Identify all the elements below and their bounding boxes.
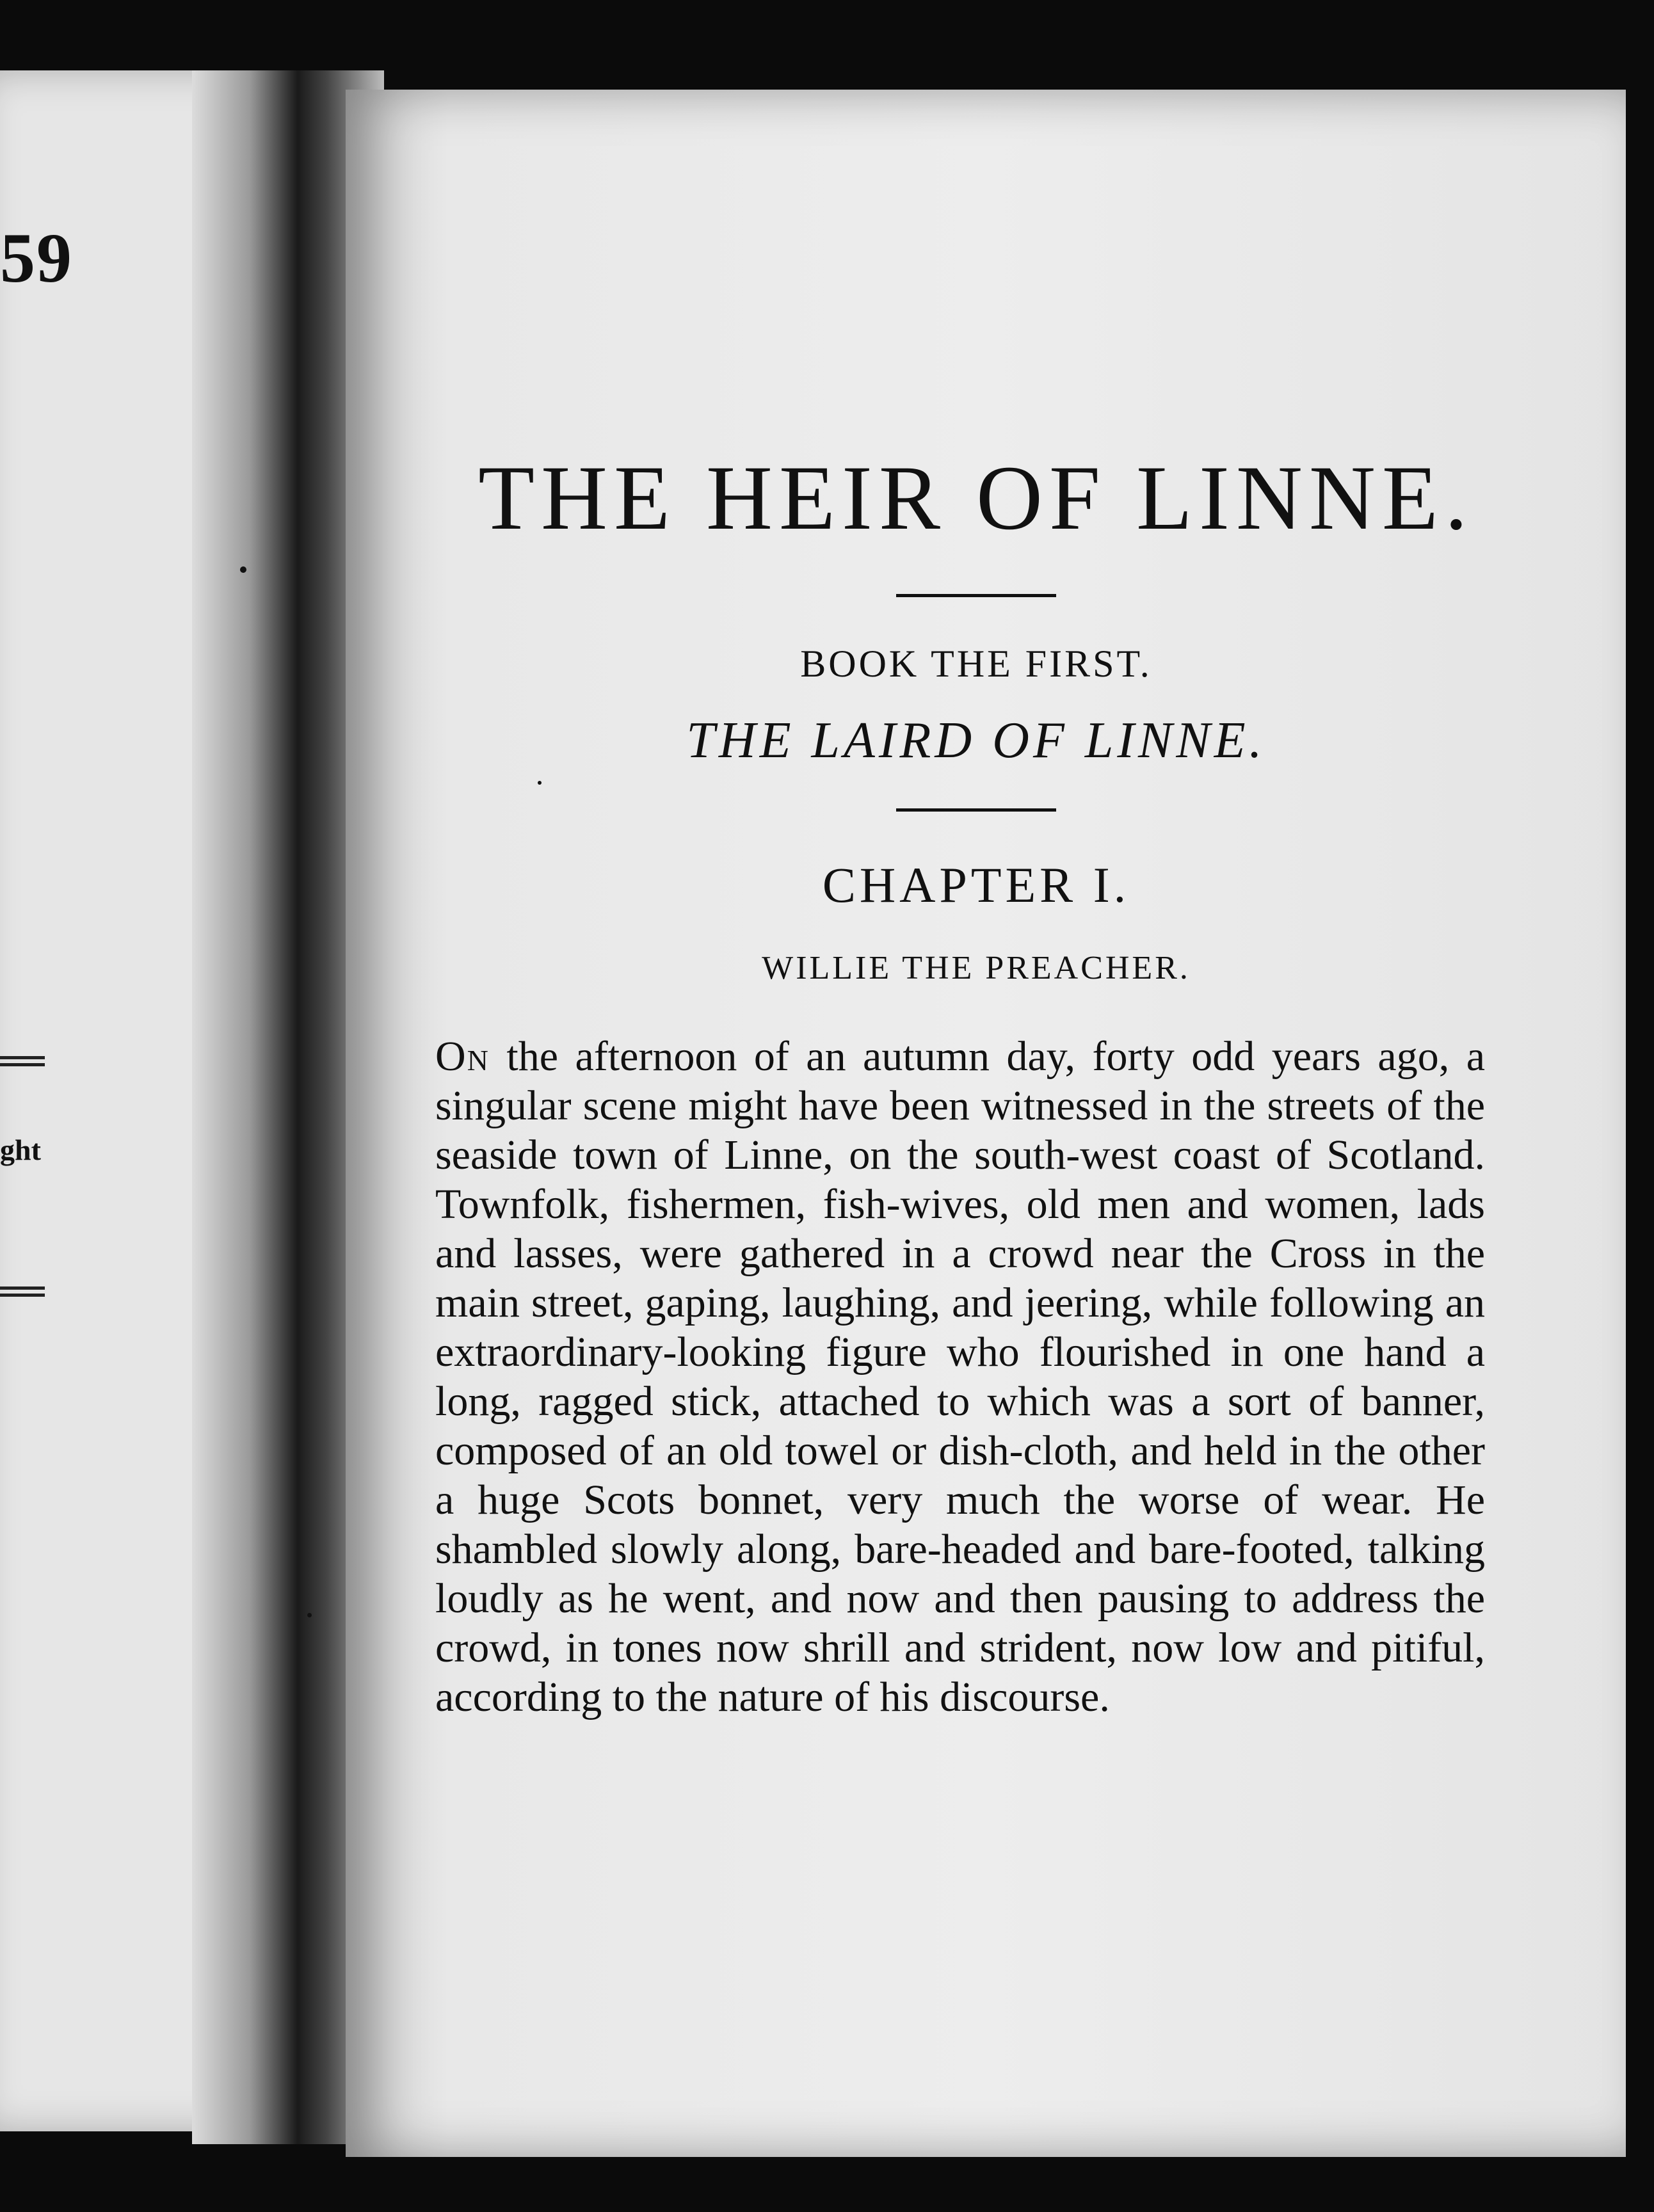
left-page-number: 59 (0, 219, 73, 297)
left-page-text-fragment: ght (0, 1134, 41, 1166)
left-page-rule (0, 1056, 45, 1066)
body-paragraph (435, 1032, 1485, 1722)
chapter-heading: CHAPTER I. (822, 857, 1130, 913)
dust-speck (538, 781, 542, 785)
dust-speck (240, 566, 246, 573)
right-page (346, 90, 1626, 2157)
book-part-heading: BOOK THE FIRST. (800, 643, 1152, 685)
book-subtitle: THE LAIRD OF LINNE. (686, 712, 1266, 769)
subtitle-rule (896, 808, 1056, 812)
left-page-rule (0, 1286, 45, 1297)
paragraph-first-word: On (435, 1033, 490, 1080)
chapter-title: WILLIE THE PREACHER. (762, 950, 1191, 987)
book-title: THE HEIR OF LINNE. (478, 447, 1474, 549)
title-rule (896, 594, 1056, 597)
page-content (435, 448, 1517, 1764)
dust-speck (307, 1613, 312, 1617)
paragraph-text: the afternoon of an autumn day, forty odd years ago, a singular scene might have been witnessed in the streets of the seaside town of Linne, on the south-west coast of Scotland. Townfolk, fishermen, fish-wives, old men and women, lads and lasses, were gathered in a crowd near the Cross in the main street, gaping, laughing, and jeering, while following an extraordinary-looking figure who flourished in one hand a long, ragged stick, attached to which was a sort of banner, composed of an old towel or dish-cloth, and held in the other a huge Scots bonnet, very much the worse of wear. He shambled slowly along, bare-headed and bare-footed, talking loudly as he went, and now and then pausing to address the crowd, in tones now shrill and strident, now low and pitiful, according to the nature of his discourse. (435, 1033, 1485, 1721)
